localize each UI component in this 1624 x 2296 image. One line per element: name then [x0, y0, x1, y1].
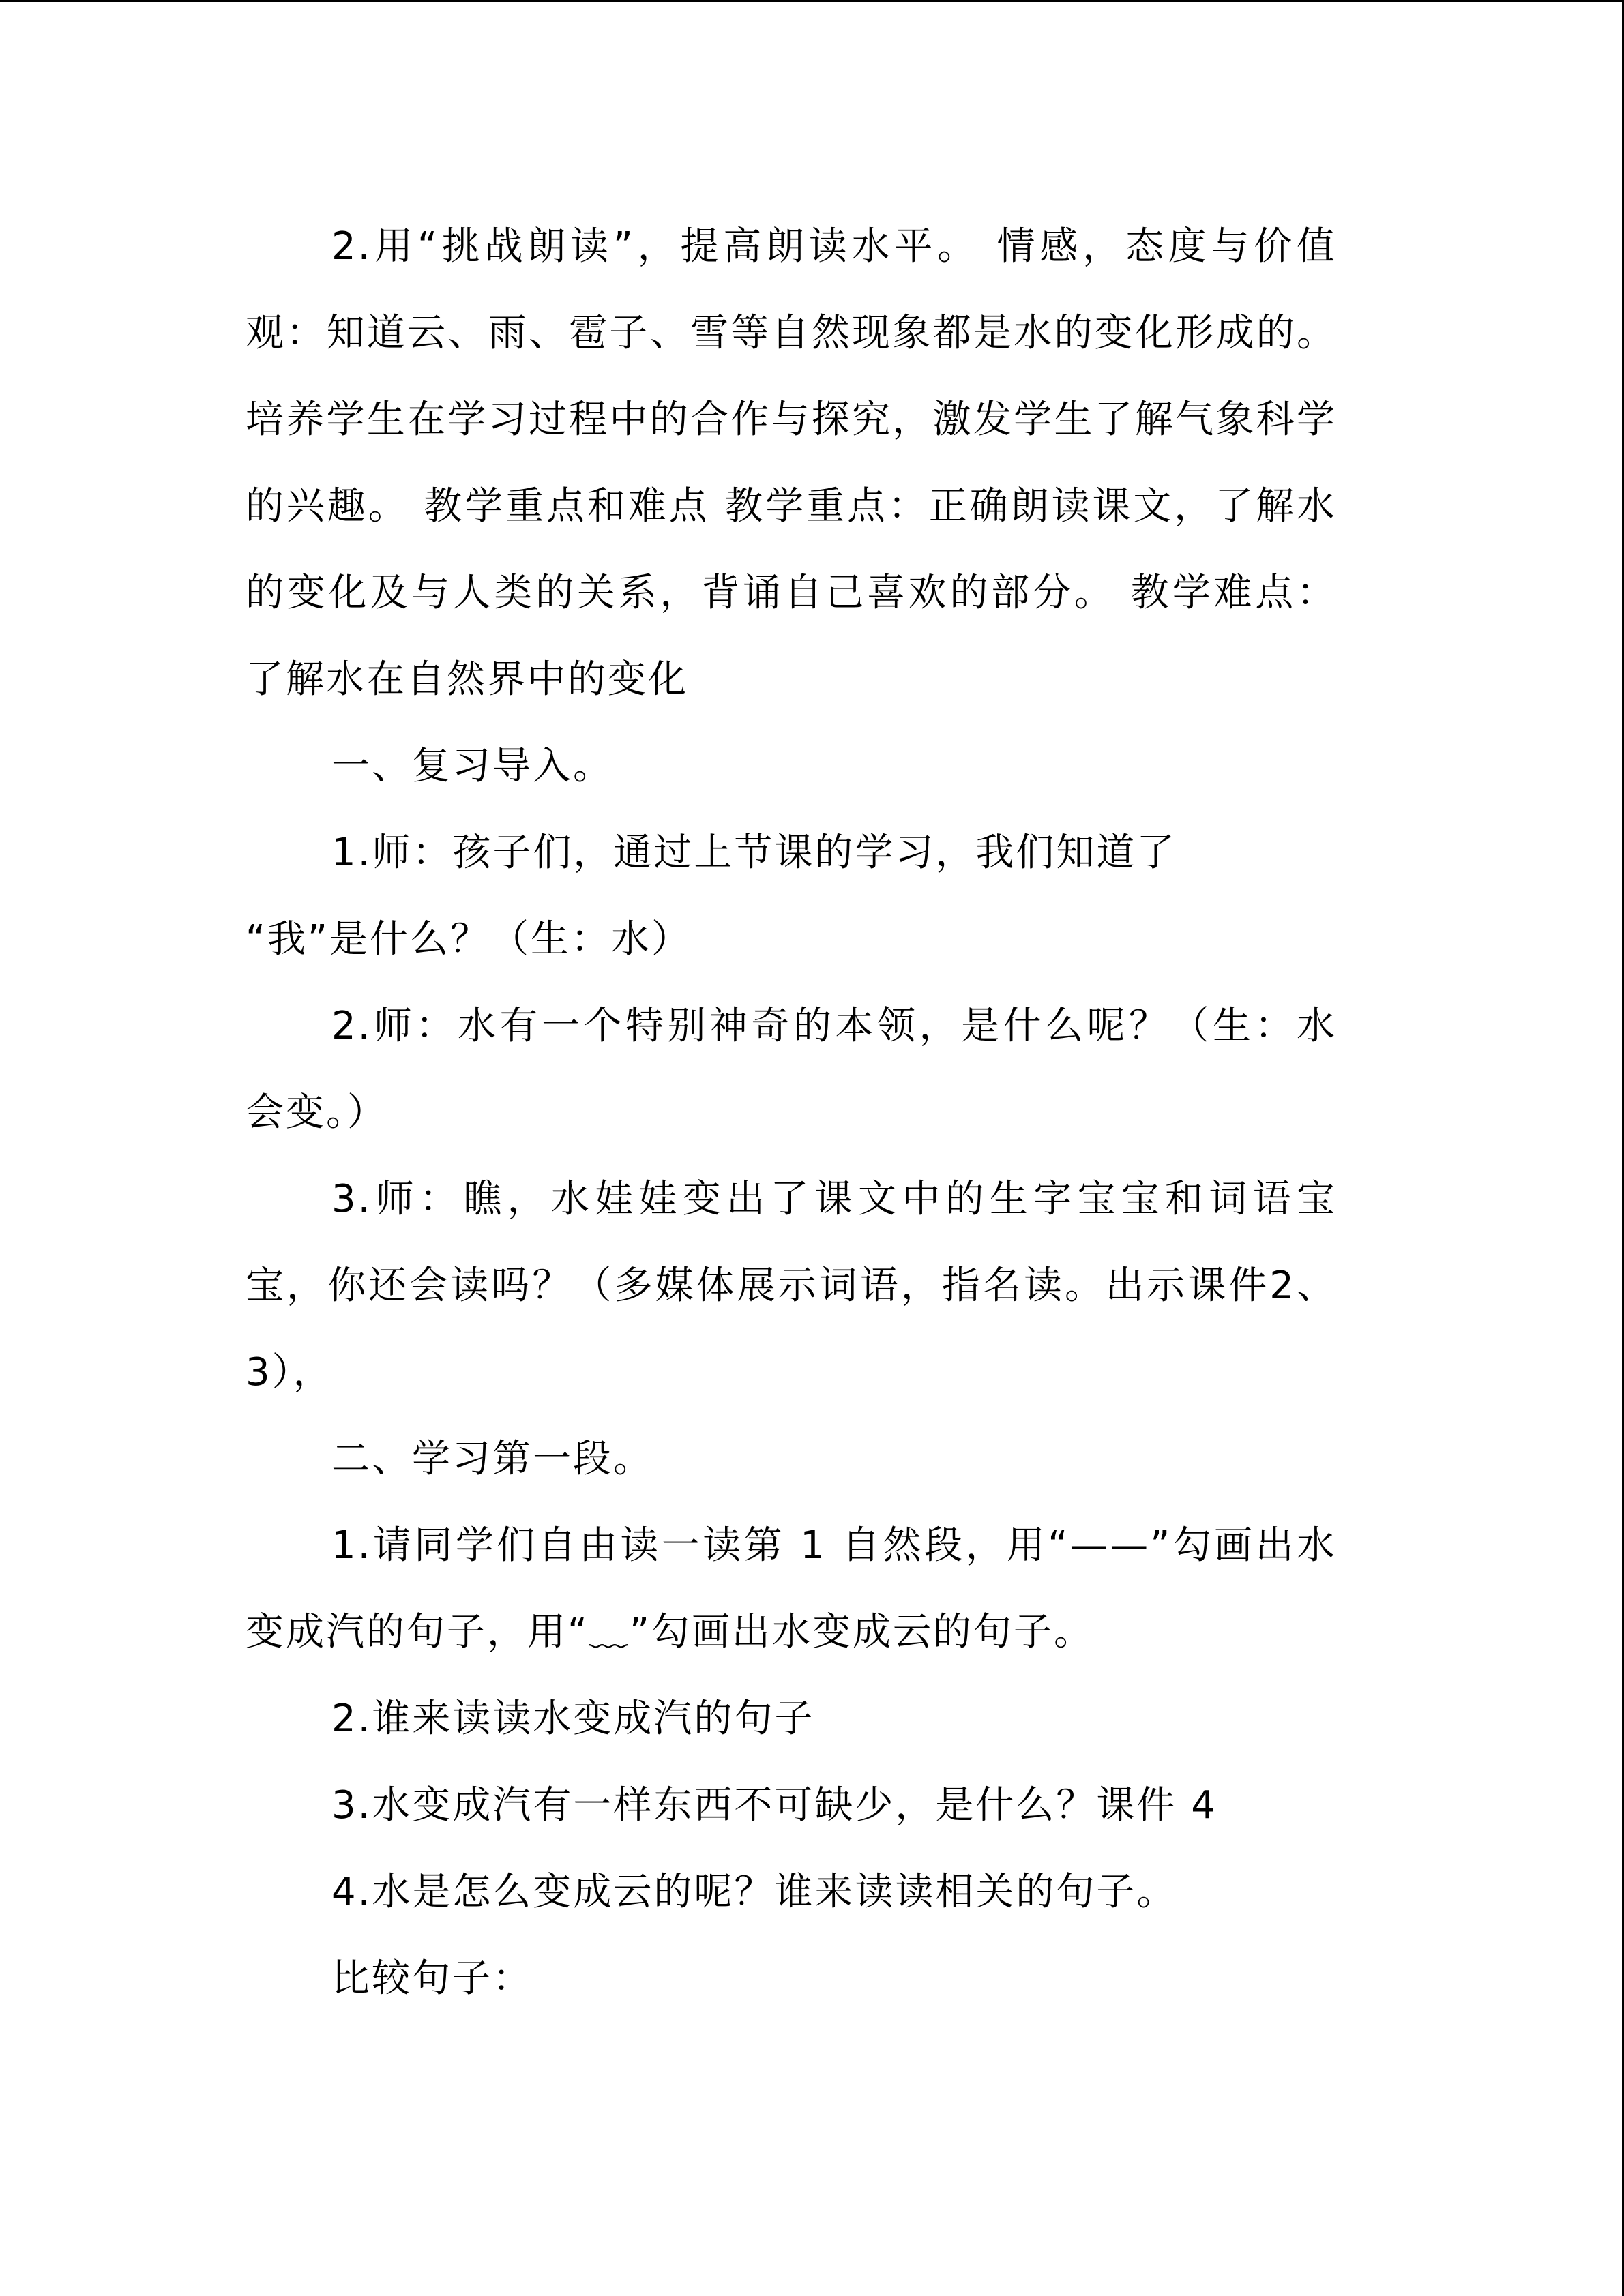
paragraph-review-3: 3.师：瞧，水娃娃变出了课文中的生字宝宝和词语宝宝，你还会读吗？（多媒体展示词语，指名读。出示课件2、3），: [246, 1177, 1337, 1395]
paragraph-study-1: 1.请同学们自由读一读第 1 自然段，用“——”勾画出水变成汽的句子，用“﹏”勾画出水变成云的句子。: [246, 1523, 1337, 1654]
paragraph-review-2: 2.师：水有一个特别神奇的本领，是什么呢？（生：水会变。）: [246, 1004, 1337, 1135]
paragraph-study-2: 2.谁来读读水变成汽的句子: [331, 1697, 815, 1741]
paragraph-compare-sentences: 比较句子：: [331, 1956, 533, 2001]
section-heading-review: 一、复习导入。: [331, 744, 613, 788]
paragraph-review-1-cont: “我”是什么？（生：水）: [246, 917, 692, 961]
paragraph-objectives: 2.用“挑战朗读”，提高朗读水平。 情感，态度与价值观：知道云、雨、雹子、雪等自然现象都是水的变化形成的。培养学生在学习过程中的合作与探究，激发学生了解气象科学的兴趣。 教学重点和难点 教学重点：正确朗读课文，了解水的变化及与人类的关系，背诵自己喜欢的部分。 教学难点：了解水在自然界中的变化: [246, 224, 1337, 702]
section-heading-first-paragraph: 二、学习第一段。: [331, 1437, 653, 1481]
paragraph-study-4: 4.水是怎么变成云的呢？谁来读读相关的句子。: [331, 1870, 1177, 1914]
document-body: [246, 203, 1337, 2022]
paragraph-study-3: 3.水变成汽有一样东西不可缺少，是什么？课件 4: [331, 1783, 1217, 1828]
paragraph-review-1: 1.师：孩子们，通过上节课的学习，我们知道了: [331, 831, 1177, 875]
